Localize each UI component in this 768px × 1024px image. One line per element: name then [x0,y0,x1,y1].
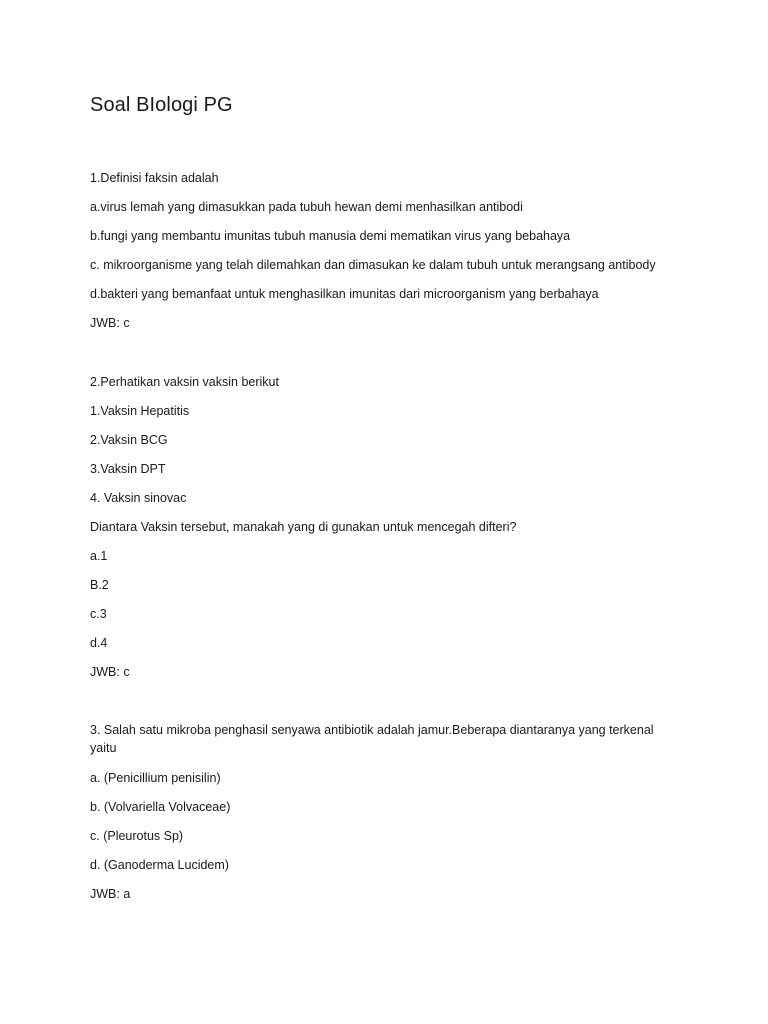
q1-option-b: b.fungi yang membantu imunitas tubuh manusia demi mematikan virus yang bebahaya [90,229,571,243]
q3-option-c: c. (Pleurotus Sp) [90,829,184,843]
q2-answer: JWB: c [90,665,130,679]
q2-item-3: 3.Vaksin DPT [90,462,166,476]
q3-answer: JWB: a [90,887,131,901]
q2-option-d: d.4 [90,636,108,650]
q2-question: 2.Perhatikan vaksin vaksin berikut [90,375,279,389]
q3-option-d: d. (Ganoderma Lucidem) [90,858,229,872]
q2-option-c: c.3 [90,607,107,621]
q3-option-b: b. (Volvariella Volvaceae) [90,800,231,814]
q2-item-1: 1.Vaksin Hepatitis [90,404,190,418]
q1-answer: JWB: c [90,316,130,330]
q1-option-c: c. mikroorganisme yang telah dilemahkan dan dimasukan ke dalam tubuh untuk merangsang antibody [90,258,656,272]
q1-option-d: d.bakteri yang bemanfaat untuk menghasilkan imunitas dari microorganism yang berbahaya [90,287,599,301]
q1-question: 1.Definisi faksin adalah [90,171,219,185]
q3-question: 3. Salah satu mikroba penghasil senyawa antibiotik adalah jamur.Beberapa diantaranya yang terkenal yaitu [90,723,654,755]
q3-option-a: a. (Penicillium penisilin) [90,771,221,785]
q2-item-4: 4. Vaksin sinovac [90,491,187,505]
page-title: Soal BIologi PG [90,94,233,116]
q2-option-a: a.1 [90,549,108,563]
q2-item-2: 2.Vaksin BCG [90,433,168,447]
q1-option-a: a.virus lemah yang dimasukkan pada tubuh hewan demi menhasilkan antibodi [90,200,523,214]
q2-option-b: B.2 [90,578,109,592]
q2-prompt: Diantara Vaksin tersebut, manakah yang di gunakan untuk mencegah difteri? [90,520,517,534]
